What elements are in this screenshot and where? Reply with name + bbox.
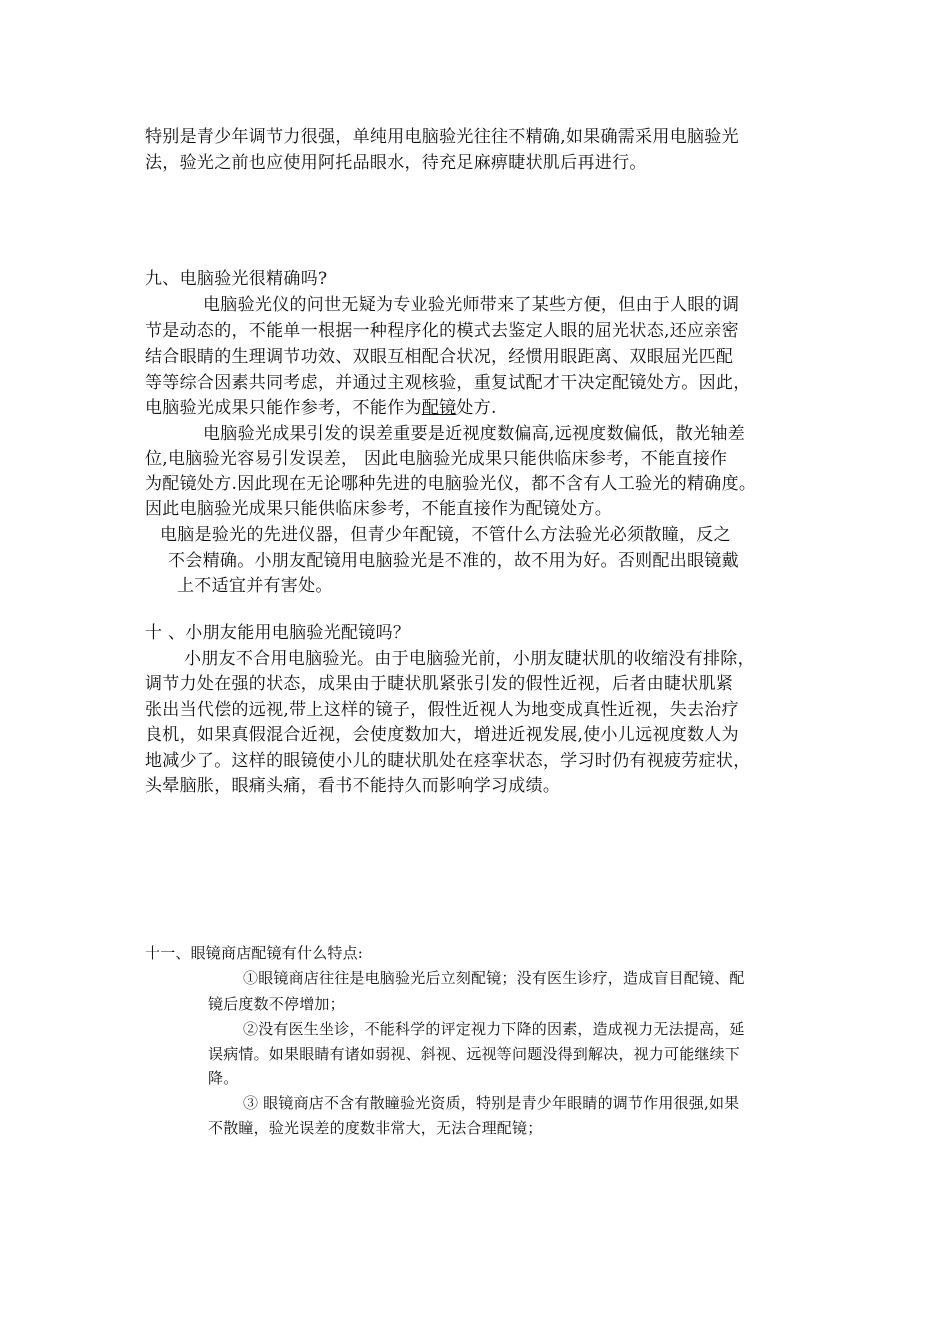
section-9-p3-line-2: 不会精确。小朋友配镜用电脑验光是不准的，故不用为好。否则配出眼镜戴	[168, 551, 739, 571]
section-9-p1-line-5	[145, 397, 497, 419]
section-9-p1-line-3: 结合眼睛的生理调节功效、双眼互相配合状况，经惯用眼距离、双眼屈光匹配	[145, 347, 734, 367]
section-10-p1-line-1: 小朋友不合用电脑验光。由于电脑验光前，小朋友睫状肌的收缩没有排除，	[184, 649, 755, 669]
intro-line-1: 特别是青少年调节力很强，单纯用电脑验光往往不精确,如果确需采用电脑验光	[145, 127, 739, 147]
section-9-p2-line-1: 电脑验光成果引发的误差重要是近视度数偏高,远视度数偏低，散光轴差	[203, 424, 746, 444]
intro-line-2: 法，验光之前也应使用阿托品眼水，待充足麻痹睫状肌后再进行。	[145, 153, 647, 173]
section-9-p1-line-4: 等等综合因素共同考虑，并通过主观核验，重复试配才干决定配镜处方。因此，	[145, 373, 751, 393]
section-9-p1-line-5-text: 电脑验光成果只能作参考，不能作为	[145, 398, 422, 418]
section-10-heading: 十 、小朋友能用电脑验光配镜吗？	[145, 623, 411, 643]
section-9-heading: 九、电脑验光很精确吗?	[145, 269, 328, 289]
section-10-p1-line-3: 张出当代偿的远视,带上这样的镜子，假性近视人为地变成真性近视，失去治疗	[145, 700, 739, 720]
section-11-item-3-line-1: ③ 眼镜商店不含有散瞳验光资质，特别是青少年眼睛的调节作用很强,如果	[243, 1094, 740, 1112]
section-9-p2-line-4: 因此电脑验光成果只能供临床参考，不能直接作为配镜处方。	[145, 499, 613, 519]
section-10-p1-line-5: 地减少了。这样的眼镜使小儿的睫状肌处在痉挛状态，学习时仍有视疲劳症状，	[145, 751, 751, 771]
section-11-item-3-line-2: 不散瞳，验光误差的度数非常大，无法合理配镜；	[208, 1119, 543, 1137]
section-9-p1-line-2: 节是动态的，不能单一根据一种程序化的模式去鉴定人眼的屈光状态,还应亲密	[145, 321, 739, 341]
section-10-p1-line-4: 良机，如果真假混合近视，会使度数加大，增进近视发展,使小儿远视度数人为	[145, 725, 739, 745]
section-9-p1-line-5-tail: 处方.	[456, 398, 497, 418]
section-9-p3-line-3: 上不适宜并有害处。	[177, 576, 333, 596]
section-9-p3-line-1: 电脑是验光的先进仪器，但青少年配镜，不管什么方法验光必须散瞳，反之	[160, 525, 731, 545]
section-9-p1-line-1: 电脑验光仪的问世无疑为专业验光师带来了某些方便，但由于人眼的调	[203, 295, 740, 315]
section-11-item-2-line-1: ②没有医生坐诊，不能科学的评定视力下降的因素，造成视力无法提高，延	[243, 1020, 745, 1038]
section-11-item-1-line-1: ①眼镜商店往往是电脑验光后立刻配镜；没有医生诊疗，造成盲目配镜、配	[243, 969, 745, 987]
section-10-p1-line-2: 调节力处在强的状态，成果由于睫状肌紧张引发的假性近视，后者由睫状肌紧	[145, 674, 734, 694]
section-9-p2-line-3: 为配镜处方.因此现在无论哪种先进的电脑验光仪，都不含有人工验光的精确度。	[145, 474, 757, 494]
section-11-item-2-line-3: 降。	[208, 1069, 239, 1087]
section-9-p2-line-2: 位,电脑验光容易引发误差， 因此电脑验光成果只能供临床参考，不能直接作	[145, 449, 728, 469]
eyeglass-link[interactable]: 配镜	[421, 398, 457, 418]
section-11-item-1-line-2: 镜后度数不停增加；	[208, 995, 345, 1013]
section-11-item-2-line-2: 误病情。如果眼睛有诸如弱视、斜视、远视等问题没得到解决，视力可能继续下	[208, 1045, 741, 1063]
section-11-heading: 十一、眼镜商店配镜有什么特点:	[145, 944, 364, 962]
section-10-p1-line-6: 头晕脑胀，眼痛头痛，看书不能持久而影响学习成绩。	[145, 776, 561, 796]
